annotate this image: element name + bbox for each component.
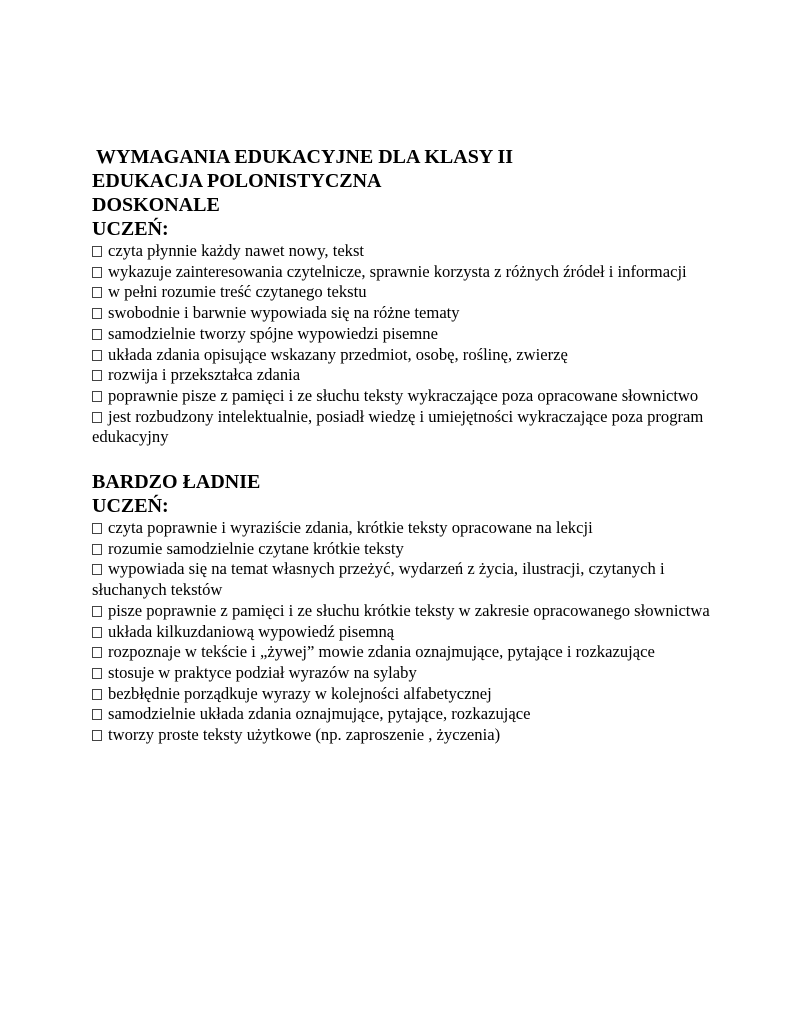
- checkbox-bullet-icon: [92, 627, 102, 638]
- requirement-text: stosuje w praktyce podział wyrazów na sylaby: [108, 662, 417, 682]
- checkbox-bullet-icon: [92, 267, 102, 278]
- requirement-item: [92, 386, 732, 407]
- requirement-item: [92, 642, 732, 663]
- requirement-item: [92, 622, 732, 643]
- requirement-text: w pełni rozumie treść czytanego tekstu: [108, 282, 367, 302]
- requirement-text: samodzielnie tworzy spójne wypowiedzi pisemne: [108, 323, 438, 343]
- requirement-item: [92, 704, 732, 725]
- checkbox-bullet-icon: [92, 647, 102, 658]
- checkbox-bullet-icon: [92, 370, 102, 381]
- section-level-heading: DOSKONALE: [92, 194, 220, 216]
- requirement-text: samodzielnie układa zdania oznajmujące, pytające, rozkazujące: [108, 704, 531, 724]
- checkbox-bullet-icon: [92, 709, 102, 720]
- requirement-item: [92, 663, 732, 684]
- requirement-item: [92, 407, 732, 448]
- requirement-item: [92, 345, 732, 366]
- checkbox-bullet-icon: [92, 523, 102, 534]
- requirement-text: układa kilkuzdaniową wypowiedź pisemną: [108, 621, 395, 641]
- subject-heading: EDUKACJA POLONISTYCZNA: [92, 170, 382, 192]
- document-title: WYMAGANIA EDUKACYJNE DLA KLASY II: [96, 146, 514, 168]
- requirement-item: [92, 539, 732, 560]
- requirement-text: jest rozbudzony intelektualnie, posiadł wiedzę i umiejętności wykraczające poza program edukacyjny: [92, 406, 704, 447]
- requirement-text: wypowiada się na temat własnych przeżyć, wydarzeń z życia, ilustracji, czytanych i słuchanych tekstów: [92, 559, 665, 600]
- requirement-item: [92, 725, 732, 746]
- requirements-list: [92, 241, 732, 448]
- requirement-text: tworzy proste teksty użytkowe (np. zaproszenie , życzenia): [108, 725, 501, 745]
- checkbox-bullet-icon: [92, 668, 102, 679]
- section-student-label: UCZEŃ:: [92, 495, 169, 518]
- requirement-item: [92, 282, 732, 303]
- checkbox-bullet-icon: [92, 412, 102, 423]
- section-divider: [92, 448, 732, 470]
- requirement-text: czyta poprawnie i wyraziście zdania, krótkie teksty opracowane na lekcji: [108, 518, 593, 538]
- requirement-item: [92, 559, 732, 600]
- checkbox-bullet-icon: [92, 689, 102, 700]
- checkbox-bullet-icon: [92, 350, 102, 361]
- checkbox-bullet-icon: [92, 544, 102, 555]
- requirement-item: [92, 324, 732, 345]
- requirement-text: rozwija i przekształca zdania: [108, 365, 301, 385]
- checkbox-bullet-icon: [92, 730, 102, 741]
- requirement-text: rozumie samodzielnie czytane krótkie teksty: [108, 538, 404, 558]
- requirement-text: bezbłędnie porządkuje wyrazy w kolejności alfabetycznej: [108, 683, 492, 703]
- requirement-text: wykazuje zainteresowania czytelnicze, sprawnie korzysta z różnych źródeł i informacji: [108, 261, 687, 281]
- checkbox-bullet-icon: [92, 246, 102, 257]
- checkbox-bullet-icon: [92, 391, 102, 402]
- requirement-item: [92, 241, 732, 262]
- requirement-text: poprawnie pisze z pamięci i ze słuchu teksty wykraczające poza opracowane słownictwo: [108, 385, 699, 405]
- document-page: [92, 145, 732, 746]
- section-student-label: UCZEŃ:: [92, 218, 169, 240]
- checkbox-bullet-icon: [92, 564, 102, 575]
- requirement-text: swobodnie i barwnie wypowiada się na różne tematy: [108, 303, 460, 323]
- requirements-list: [92, 518, 732, 746]
- requirement-item: [92, 303, 732, 324]
- checkbox-bullet-icon: [92, 308, 102, 319]
- checkbox-bullet-icon: [92, 287, 102, 298]
- requirement-item: [92, 684, 732, 705]
- requirement-text: układa zdania opisujące wskazany przedmiot, osobę, roślinę, zwierzę: [108, 344, 568, 364]
- requirement-text: pisze poprawnie z pamięci i ze słuchu krótkie teksty w zakresie opracowanego słownictwa: [108, 600, 710, 620]
- requirement-item: [92, 365, 732, 386]
- requirement-item: [92, 601, 732, 622]
- requirement-item: [92, 262, 732, 283]
- requirement-text: czyta płynnie każdy nawet nowy, tekst: [108, 241, 365, 260]
- requirement-item: [92, 518, 732, 539]
- checkbox-bullet-icon: [92, 606, 102, 617]
- section-level-heading: BARDZO ŁADNIE: [92, 471, 261, 494]
- checkbox-bullet-icon: [92, 329, 102, 340]
- requirement-text: rozpoznaje w tekście i „żywej” mowie zdania oznajmujące, pytające i rozkazujące: [108, 642, 655, 662]
